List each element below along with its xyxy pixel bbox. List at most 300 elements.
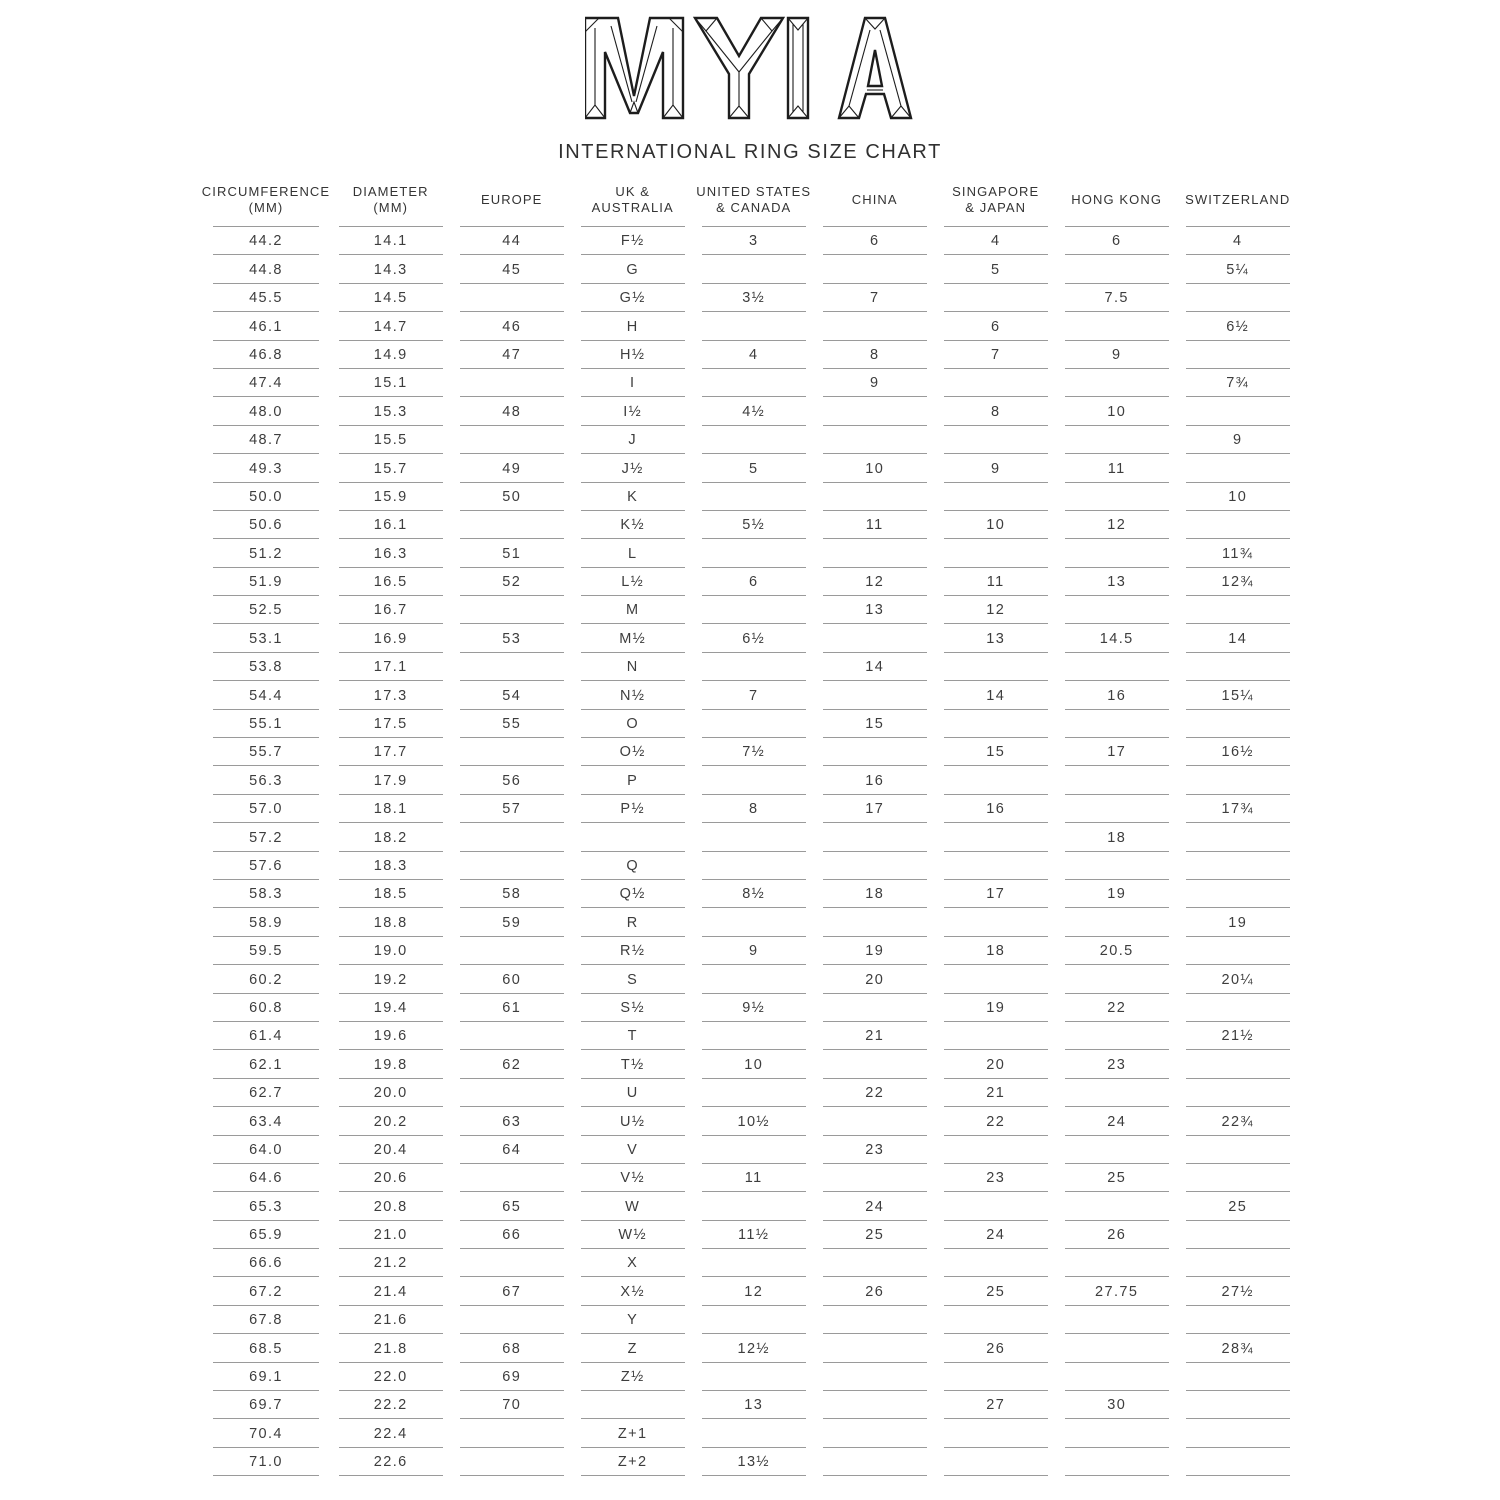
table-cell-uk-australia bbox=[572, 1192, 693, 1220]
cell-value bbox=[823, 624, 927, 652]
table-cell-china bbox=[814, 681, 935, 709]
table-cell-singapore-japan bbox=[935, 227, 1056, 255]
column-header-line: UNITED STATES bbox=[696, 184, 812, 199]
cell-value: 22.2 bbox=[339, 1391, 443, 1419]
cell-value bbox=[460, 596, 564, 624]
table-cell-singapore-japan bbox=[935, 596, 1056, 624]
cell-value bbox=[823, 681, 927, 709]
logo-letter-i bbox=[788, 18, 808, 118]
table-row bbox=[202, 511, 1298, 539]
cell-value: 13 bbox=[823, 596, 927, 624]
column-header-text bbox=[451, 182, 572, 218]
table-cell-singapore-japan bbox=[935, 994, 1056, 1022]
table-row bbox=[202, 852, 1298, 880]
table-cell-switzerland bbox=[1177, 738, 1298, 766]
cell-value: F½ bbox=[581, 227, 685, 255]
table-cell-hong-kong bbox=[1056, 1448, 1177, 1476]
table-cell-singapore-japan bbox=[935, 1192, 1056, 1220]
table-cell-circumference bbox=[202, 426, 330, 454]
cell-value bbox=[702, 1022, 806, 1050]
cell-value: Z+1 bbox=[581, 1419, 685, 1447]
myia-logo-icon bbox=[585, 16, 915, 120]
table-cell-singapore-japan bbox=[935, 568, 1056, 596]
column-header-text bbox=[814, 182, 935, 218]
cell-value bbox=[823, 852, 927, 880]
table-cell-diameter bbox=[330, 1448, 451, 1476]
table-cell-singapore-japan bbox=[935, 454, 1056, 482]
cell-value: 65 bbox=[460, 1192, 564, 1220]
table-cell-china bbox=[814, 937, 935, 965]
cell-value: 71.0 bbox=[213, 1448, 319, 1476]
cell-value bbox=[1065, 1448, 1169, 1476]
cell-value: 15.9 bbox=[339, 483, 443, 511]
cell-value bbox=[1065, 1192, 1169, 1220]
column-header-line: SINGAPORE bbox=[952, 184, 1040, 199]
table-cell-diameter bbox=[330, 653, 451, 681]
cell-value bbox=[823, 539, 927, 567]
table-cell-singapore-japan bbox=[935, 312, 1056, 340]
table-cell-china bbox=[814, 1448, 935, 1476]
table-cell-circumference bbox=[202, 908, 330, 936]
table-cell-hong-kong bbox=[1056, 227, 1177, 255]
cell-value bbox=[1186, 1136, 1290, 1164]
cell-value: 10½ bbox=[702, 1107, 806, 1135]
table-cell-uk-australia bbox=[572, 852, 693, 880]
table-cell-us-canada bbox=[693, 284, 814, 312]
table-cell-us-canada bbox=[693, 653, 814, 681]
table-cell-switzerland bbox=[1177, 823, 1298, 851]
table-cell-circumference bbox=[202, 454, 330, 482]
table-cell-switzerland bbox=[1177, 369, 1298, 397]
table-cell-europe bbox=[451, 397, 572, 425]
table-cell-switzerland bbox=[1177, 1221, 1298, 1249]
table-cell-us-canada bbox=[693, 454, 814, 482]
table-cell-uk-australia bbox=[572, 1050, 693, 1078]
cell-value bbox=[702, 483, 806, 511]
cell-value bbox=[702, 908, 806, 936]
table-cell-singapore-japan bbox=[935, 1306, 1056, 1334]
cell-value: 16.5 bbox=[339, 568, 443, 596]
cell-value: 54.4 bbox=[213, 681, 319, 709]
cell-value bbox=[1186, 341, 1290, 369]
table-cell-china bbox=[814, 1192, 935, 1220]
table-cell-us-canada bbox=[693, 1050, 814, 1078]
cell-value: 48.0 bbox=[213, 397, 319, 425]
cell-value: 7½ bbox=[702, 738, 806, 766]
cell-value: 17.3 bbox=[339, 681, 443, 709]
table-cell-switzerland bbox=[1177, 1079, 1298, 1107]
cell-value: 18 bbox=[944, 937, 1048, 965]
table-cell-switzerland bbox=[1177, 1306, 1298, 1334]
cell-value bbox=[460, 852, 564, 880]
table-cell-china bbox=[814, 426, 935, 454]
cell-value: 70.4 bbox=[213, 1419, 319, 1447]
table-cell-circumference bbox=[202, 738, 330, 766]
table-cell-diameter bbox=[330, 255, 451, 283]
column-header-text bbox=[1177, 182, 1298, 218]
table-cell-switzerland bbox=[1177, 1136, 1298, 1164]
column-header-line: & CANADA bbox=[716, 200, 792, 215]
cell-value bbox=[1186, 1448, 1290, 1476]
cell-value: 50 bbox=[460, 483, 564, 511]
table-cell-circumference bbox=[202, 341, 330, 369]
table-cell-china bbox=[814, 284, 935, 312]
cell-value: 13 bbox=[944, 624, 1048, 652]
table-cell-us-canada bbox=[693, 766, 814, 794]
cell-value: 57.0 bbox=[213, 795, 319, 823]
table-cell-circumference bbox=[202, 1448, 330, 1476]
cell-value bbox=[944, 908, 1048, 936]
table-cell-china bbox=[814, 1079, 935, 1107]
cell-value bbox=[1065, 1419, 1169, 1447]
cell-value: 14.1 bbox=[339, 227, 443, 255]
cell-value: 20.4 bbox=[339, 1136, 443, 1164]
cell-value: 22 bbox=[1065, 994, 1169, 1022]
table-cell-china bbox=[814, 1164, 935, 1192]
cell-value bbox=[702, 1363, 806, 1391]
cell-value: 27 bbox=[944, 1391, 1048, 1419]
cell-value: 17 bbox=[823, 795, 927, 823]
cell-value bbox=[460, 823, 564, 851]
table-cell-switzerland bbox=[1177, 908, 1298, 936]
cell-value bbox=[1065, 1022, 1169, 1050]
table-cell-switzerland bbox=[1177, 1419, 1298, 1447]
cell-value: 53.8 bbox=[213, 653, 319, 681]
table-cell-us-canada bbox=[693, 908, 814, 936]
table-cell-diameter bbox=[330, 681, 451, 709]
cell-value: 20.6 bbox=[339, 1164, 443, 1192]
cell-value: 18.1 bbox=[339, 795, 443, 823]
column-header-us-canada bbox=[693, 182, 814, 227]
table-cell-switzerland bbox=[1177, 1448, 1298, 1476]
table-cell-us-canada bbox=[693, 511, 814, 539]
table-cell-china bbox=[814, 1363, 935, 1391]
cell-value bbox=[460, 1022, 564, 1050]
table-cell-us-canada bbox=[693, 568, 814, 596]
cell-value bbox=[1065, 710, 1169, 738]
table-cell-diameter bbox=[330, 312, 451, 340]
cell-value: 4 bbox=[944, 227, 1048, 255]
cell-value: 58.9 bbox=[213, 908, 319, 936]
cell-value: 48.7 bbox=[213, 426, 319, 454]
table-cell-circumference bbox=[202, 766, 330, 794]
cell-value: 46.8 bbox=[213, 341, 319, 369]
column-header-line: CIRCUMFERENCE bbox=[201, 184, 331, 199]
cell-value bbox=[1065, 1249, 1169, 1277]
table-cell-uk-australia bbox=[572, 341, 693, 369]
table-cell-us-canada bbox=[693, 397, 814, 425]
table-cell-china bbox=[814, 341, 935, 369]
table-cell-hong-kong bbox=[1056, 1277, 1177, 1305]
cell-value bbox=[1186, 937, 1290, 965]
cell-value bbox=[1065, 1334, 1169, 1362]
table-cell-diameter bbox=[330, 710, 451, 738]
table-row bbox=[202, 908, 1298, 936]
cell-value: 58 bbox=[460, 880, 564, 908]
cell-value: 4½ bbox=[702, 397, 806, 425]
cell-value: 28¾ bbox=[1186, 1334, 1290, 1362]
table-cell-uk-australia bbox=[572, 454, 693, 482]
table-row bbox=[202, 1334, 1298, 1362]
table-cell-singapore-japan bbox=[935, 1334, 1056, 1362]
cell-value bbox=[460, 1448, 564, 1476]
cell-value: 56.3 bbox=[213, 766, 319, 794]
cell-value bbox=[823, 1448, 927, 1476]
table-cell-europe bbox=[451, 1249, 572, 1277]
cell-value: Q bbox=[581, 852, 685, 880]
table-cell-us-canada bbox=[693, 937, 814, 965]
table-cell-switzerland bbox=[1177, 766, 1298, 794]
table-cell-switzerland bbox=[1177, 1334, 1298, 1362]
cell-value: 61 bbox=[460, 994, 564, 1022]
table-row bbox=[202, 397, 1298, 425]
cell-value: H bbox=[581, 312, 685, 340]
column-header-china bbox=[814, 182, 935, 227]
logo-container bbox=[0, 0, 1500, 120]
table-cell-uk-australia bbox=[572, 1391, 693, 1419]
table-cell-hong-kong bbox=[1056, 624, 1177, 652]
table-cell-hong-kong bbox=[1056, 539, 1177, 567]
cell-value: 20.5 bbox=[1065, 937, 1169, 965]
table-cell-us-canada bbox=[693, 539, 814, 567]
cell-value: 21 bbox=[823, 1022, 927, 1050]
table-cell-diameter bbox=[330, 227, 451, 255]
table-cell-hong-kong bbox=[1056, 454, 1177, 482]
table-cell-china bbox=[814, 511, 935, 539]
cell-value: 13 bbox=[1065, 568, 1169, 596]
cell-value bbox=[460, 1249, 564, 1277]
cell-value bbox=[702, 1136, 806, 1164]
cell-value bbox=[823, 994, 927, 1022]
table-row bbox=[202, 1249, 1298, 1277]
cell-value: 21½ bbox=[1186, 1022, 1290, 1050]
cell-value: 48 bbox=[460, 397, 564, 425]
cell-value: 21.8 bbox=[339, 1334, 443, 1362]
cell-value: 14.7 bbox=[339, 312, 443, 340]
cell-value: W bbox=[581, 1192, 685, 1220]
cell-value bbox=[1065, 795, 1169, 823]
cell-value: 21 bbox=[944, 1079, 1048, 1107]
table-cell-diameter bbox=[330, 1391, 451, 1419]
table-cell-us-canada bbox=[693, 738, 814, 766]
cell-value: 30 bbox=[1065, 1391, 1169, 1419]
table-cell-europe bbox=[451, 880, 572, 908]
cell-value bbox=[1065, 852, 1169, 880]
cell-value bbox=[823, 255, 927, 283]
cell-value: 27½ bbox=[1186, 1277, 1290, 1305]
cell-value: X bbox=[581, 1249, 685, 1277]
table-cell-switzerland bbox=[1177, 994, 1298, 1022]
table-cell-singapore-japan bbox=[935, 284, 1056, 312]
table-cell-singapore-japan bbox=[935, 738, 1056, 766]
table-cell-china bbox=[814, 852, 935, 880]
table-cell-us-canada bbox=[693, 227, 814, 255]
table-cell-hong-kong bbox=[1056, 681, 1177, 709]
table-cell-china bbox=[814, 1136, 935, 1164]
table-cell-diameter bbox=[330, 1022, 451, 1050]
cell-value: 18.5 bbox=[339, 880, 443, 908]
cell-value bbox=[823, 738, 927, 766]
table-cell-circumference bbox=[202, 1107, 330, 1135]
column-header-line: (MM) bbox=[248, 200, 284, 215]
table-cell-diameter bbox=[330, 284, 451, 312]
table-cell-hong-kong bbox=[1056, 965, 1177, 993]
table-cell-europe bbox=[451, 653, 572, 681]
cell-value: 7¾ bbox=[1186, 369, 1290, 397]
cell-value: 67 bbox=[460, 1277, 564, 1305]
table-cell-europe bbox=[451, 1022, 572, 1050]
cell-value: 57.2 bbox=[213, 823, 319, 851]
table-cell-singapore-japan bbox=[935, 965, 1056, 993]
cell-value bbox=[1186, 1221, 1290, 1249]
cell-value: 45 bbox=[460, 255, 564, 283]
cell-value: 9 bbox=[823, 369, 927, 397]
cell-value bbox=[823, 426, 927, 454]
cell-value: 11 bbox=[944, 568, 1048, 596]
table-cell-us-canada bbox=[693, 795, 814, 823]
cell-value: 20 bbox=[823, 965, 927, 993]
table-cell-hong-kong bbox=[1056, 880, 1177, 908]
cell-value bbox=[460, 369, 564, 397]
table-cell-hong-kong bbox=[1056, 937, 1177, 965]
cell-value: Z½ bbox=[581, 1363, 685, 1391]
cell-value: 6 bbox=[1065, 227, 1169, 255]
cell-value: 14 bbox=[944, 681, 1048, 709]
table-cell-singapore-japan bbox=[935, 880, 1056, 908]
cell-value: 18.3 bbox=[339, 852, 443, 880]
table-cell-diameter bbox=[330, 823, 451, 851]
cell-value bbox=[1065, 596, 1169, 624]
cell-value: 55 bbox=[460, 710, 564, 738]
cell-value: 22 bbox=[944, 1107, 1048, 1135]
table-cell-uk-australia bbox=[572, 738, 693, 766]
table-cell-europe bbox=[451, 426, 572, 454]
cell-value: 25 bbox=[944, 1277, 1048, 1305]
cell-value: U½ bbox=[581, 1107, 685, 1135]
table-cell-us-canada bbox=[693, 1192, 814, 1220]
table-cell-europe bbox=[451, 1164, 572, 1192]
table-cell-uk-australia bbox=[572, 284, 693, 312]
cell-value: 22.4 bbox=[339, 1419, 443, 1447]
table-cell-switzerland bbox=[1177, 852, 1298, 880]
table-cell-circumference bbox=[202, 596, 330, 624]
table-cell-china bbox=[814, 568, 935, 596]
table-cell-circumference bbox=[202, 624, 330, 652]
cell-value: 12½ bbox=[702, 1334, 806, 1362]
table-row bbox=[202, 1419, 1298, 1447]
table-cell-circumference bbox=[202, 1022, 330, 1050]
column-header-uk-australia bbox=[572, 182, 693, 227]
table-cell-circumference bbox=[202, 284, 330, 312]
cell-value: 16 bbox=[1065, 681, 1169, 709]
table-cell-us-canada bbox=[693, 1136, 814, 1164]
cell-value: G bbox=[581, 255, 685, 283]
table-row bbox=[202, 1391, 1298, 1419]
cell-value: 15.1 bbox=[339, 369, 443, 397]
table-cell-singapore-japan bbox=[935, 369, 1056, 397]
cell-value: 16.3 bbox=[339, 539, 443, 567]
page-title: INTERNATIONAL RING SIZE CHART bbox=[558, 141, 942, 163]
cell-value: 54 bbox=[460, 681, 564, 709]
table-cell-hong-kong bbox=[1056, 511, 1177, 539]
table-cell-china bbox=[814, 255, 935, 283]
cell-value bbox=[1065, 369, 1169, 397]
cell-value: 51.9 bbox=[213, 568, 319, 596]
table-cell-europe bbox=[451, 568, 572, 596]
table-cell-switzerland bbox=[1177, 1050, 1298, 1078]
cell-value bbox=[460, 1306, 564, 1334]
cell-value: 18.2 bbox=[339, 823, 443, 851]
table-cell-hong-kong bbox=[1056, 426, 1177, 454]
table-cell-singapore-japan bbox=[935, 1022, 1056, 1050]
table-cell-hong-kong bbox=[1056, 766, 1177, 794]
table-cell-switzerland bbox=[1177, 880, 1298, 908]
cell-value bbox=[1065, 483, 1169, 511]
table-cell-europe bbox=[451, 1079, 572, 1107]
cell-value: 22¾ bbox=[1186, 1107, 1290, 1135]
cell-value: 27.75 bbox=[1065, 1277, 1169, 1305]
table-row bbox=[202, 341, 1298, 369]
table-cell-switzerland bbox=[1177, 426, 1298, 454]
cell-value bbox=[1186, 823, 1290, 851]
table-row bbox=[202, 312, 1298, 340]
table-cell-europe bbox=[451, 624, 572, 652]
cell-value: O bbox=[581, 710, 685, 738]
cell-value: R½ bbox=[581, 937, 685, 965]
cell-value: 20.0 bbox=[339, 1079, 443, 1107]
table-cell-circumference bbox=[202, 965, 330, 993]
table-cell-switzerland bbox=[1177, 1192, 1298, 1220]
table-cell-singapore-japan bbox=[935, 1050, 1056, 1078]
table-cell-singapore-japan bbox=[935, 1079, 1056, 1107]
table-cell-uk-australia bbox=[572, 1164, 693, 1192]
cell-value bbox=[823, 1107, 927, 1135]
cell-value: 10 bbox=[823, 454, 927, 482]
table-cell-hong-kong bbox=[1056, 1136, 1177, 1164]
table-cell-china bbox=[814, 738, 935, 766]
cell-value bbox=[1065, 965, 1169, 993]
table-cell-china bbox=[814, 312, 935, 340]
table-cell-singapore-japan bbox=[935, 1277, 1056, 1305]
table-cell-circumference bbox=[202, 1334, 330, 1362]
table-cell-singapore-japan bbox=[935, 1448, 1056, 1476]
column-header-line: EUROPE bbox=[480, 192, 543, 207]
cell-value: 68 bbox=[460, 1334, 564, 1362]
table-cell-hong-kong bbox=[1056, 994, 1177, 1022]
cell-value bbox=[1186, 710, 1290, 738]
table-cell-uk-australia bbox=[572, 1419, 693, 1447]
table-cell-uk-australia bbox=[572, 1079, 693, 1107]
table-cell-switzerland bbox=[1177, 1249, 1298, 1277]
table-cell-diameter bbox=[330, 880, 451, 908]
cell-value: 15.3 bbox=[339, 397, 443, 425]
table-cell-uk-australia bbox=[572, 1136, 693, 1164]
cell-value bbox=[1186, 653, 1290, 681]
table-cell-diameter bbox=[330, 596, 451, 624]
cell-value: 22.6 bbox=[339, 1448, 443, 1476]
table-cell-us-canada bbox=[693, 255, 814, 283]
cell-value: 49.3 bbox=[213, 454, 319, 482]
cell-value: 11¾ bbox=[1186, 539, 1290, 567]
cell-value: 26 bbox=[1065, 1221, 1169, 1249]
cell-value: 14 bbox=[823, 653, 927, 681]
cell-value bbox=[1186, 511, 1290, 539]
cell-value: 18 bbox=[1065, 823, 1169, 851]
cell-value: Q½ bbox=[581, 880, 685, 908]
cell-value: 16.1 bbox=[339, 511, 443, 539]
cell-value bbox=[823, 1050, 927, 1078]
cell-value: 59 bbox=[460, 908, 564, 936]
